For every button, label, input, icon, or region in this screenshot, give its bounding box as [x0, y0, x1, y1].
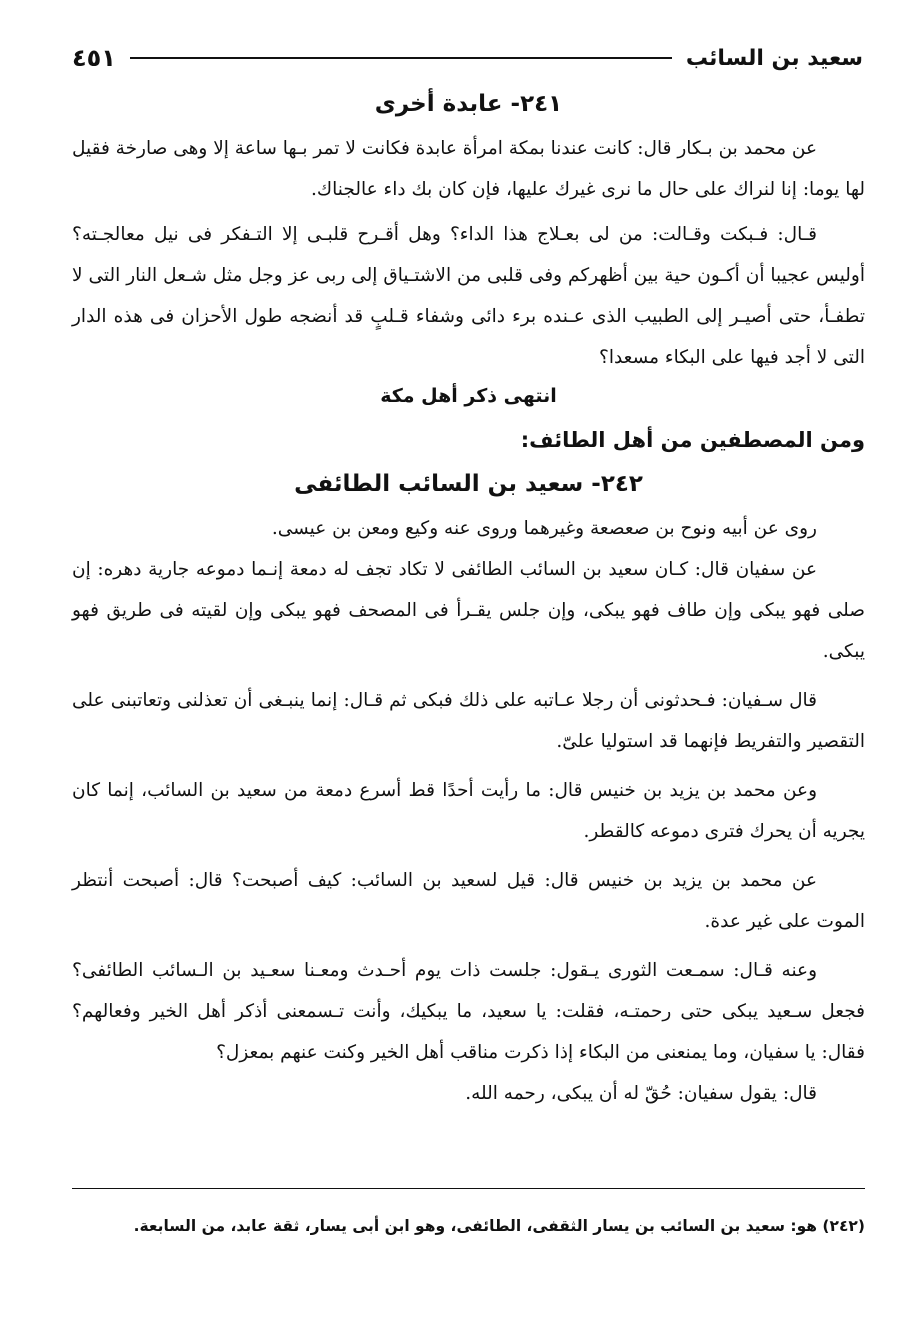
- paragraph: قال: يقول سفيان: حُقّ له أن يبكى، رحمه الله.: [465, 1083, 817, 1104]
- page-body: [72, 84, 865, 1114]
- footnote: (٢٤٢) هو: سعيد بن السائب بن يسار الثقفى، الطائفى، وهو ابن أبى يسار، ثقة عابد، من السابعة.: [133, 1216, 865, 1235]
- page-header: [72, 38, 863, 78]
- section-heading-242: ٢٤٢- سعيد بن السائب الطائفى: [294, 471, 643, 497]
- running-title: سعيد بن السائب: [685, 45, 863, 71]
- paragraph: عن محمد بن يزيد بن خنيس قال: قيل لسعيد بن السائب: كيف أصبحت؟ قال: أصبحت أنتظر الموت على غير عدة.: [72, 870, 865, 932]
- header-rule: [130, 57, 672, 59]
- paragraph: عن سفيان قال: كـان سعيد بن السائب الطائفى لا تكاد تجف له دمعة إنـما دموعه جارية دهره: إن صلى فهو يبكى وإن طاف فهو يبكى، وإن جلس يقـرأ فى المصحف فهو يبكى وإن لقيته فى طريق فهو يبكى.: [72, 559, 865, 662]
- paragraph: قال سـفيان: فـحدثونى أن رجلا عـاتبه على ذلك فبكى ثم قـال: إنما ينبـغى أن تعذلنى وتعاتبنى على التقصير والتفريط فإنهما قد استوليا علىّ.: [72, 690, 865, 752]
- page-number: ٤٥١: [72, 44, 116, 72]
- section-closing-note: انتهى ذكر أهل مكة: [380, 385, 557, 407]
- footnote-divider: [72, 1188, 865, 1189]
- paragraph: عن محمد بن بـكار قال: كانت عندنا بمكة امرأة عابدة فكانت لا تمر بـها ساعة إلا وهى صارخة فقيل لها يوما: إنا لنراك على حال ما نرى غيرك عليها، فإن كان بك داء عالجناك.: [72, 138, 865, 200]
- paragraph: وعنه قـال: سمـعت الثورى يـقول: جلست ذات يوم أحـدث ومعـنا سعـيد بن الـسائب الطائفى؟ فجعل سـعيد يبكى حتى رحمتـه، فقلت: يا سعيد، ما يبكيك، وأنت تـسمعنى أذكر أهل الخير وفعالهم؟ فقال: يا سفيان، وما يمنعنى من البكاء إذا ذكرت مناقب أهل الخير وكنت عنهم بمعزل؟: [72, 960, 865, 1063]
- section-heading-241: ٢٤١- عابدة أخرى: [374, 91, 563, 117]
- paragraph: قـال: فـبكت وقـالت: من لى بعـلاج هذا الداء؟ وهل أقـرح قلبـى إلا التـفكر فى نيل معالجـته؟ أوليس عجيبا أن أكـون حية بين أظهركم وفى قلبى من الاشتـياق إلى ربى عز وجل مثل شـعل النار التى لا تطفـأ، حتى أصيـر إلى الطبيب الذى عـنده برء دائى وشفاء قـلبٍ قد أنضجه طول الأحزان فى هذه الدار التى لا أجد فيها على البكاء مسعدا؟: [72, 224, 865, 368]
- paragraph: روى عن أبيه ونوح بن صعصعة وغيرهما وروى عنه وكيع ومعن بن عيسى.: [271, 518, 817, 539]
- chapter-label: ومن المصطفين من أهل الطائف:: [520, 428, 865, 452]
- paragraph: وعن محمد بن يزيد بن خنيس قال: ما رأيت أحدًا قط أسرع دمعة من سعيد بن السائب، إنما كان يجريه أن يحرك فترى دموعه كالقطر.: [72, 780, 865, 842]
